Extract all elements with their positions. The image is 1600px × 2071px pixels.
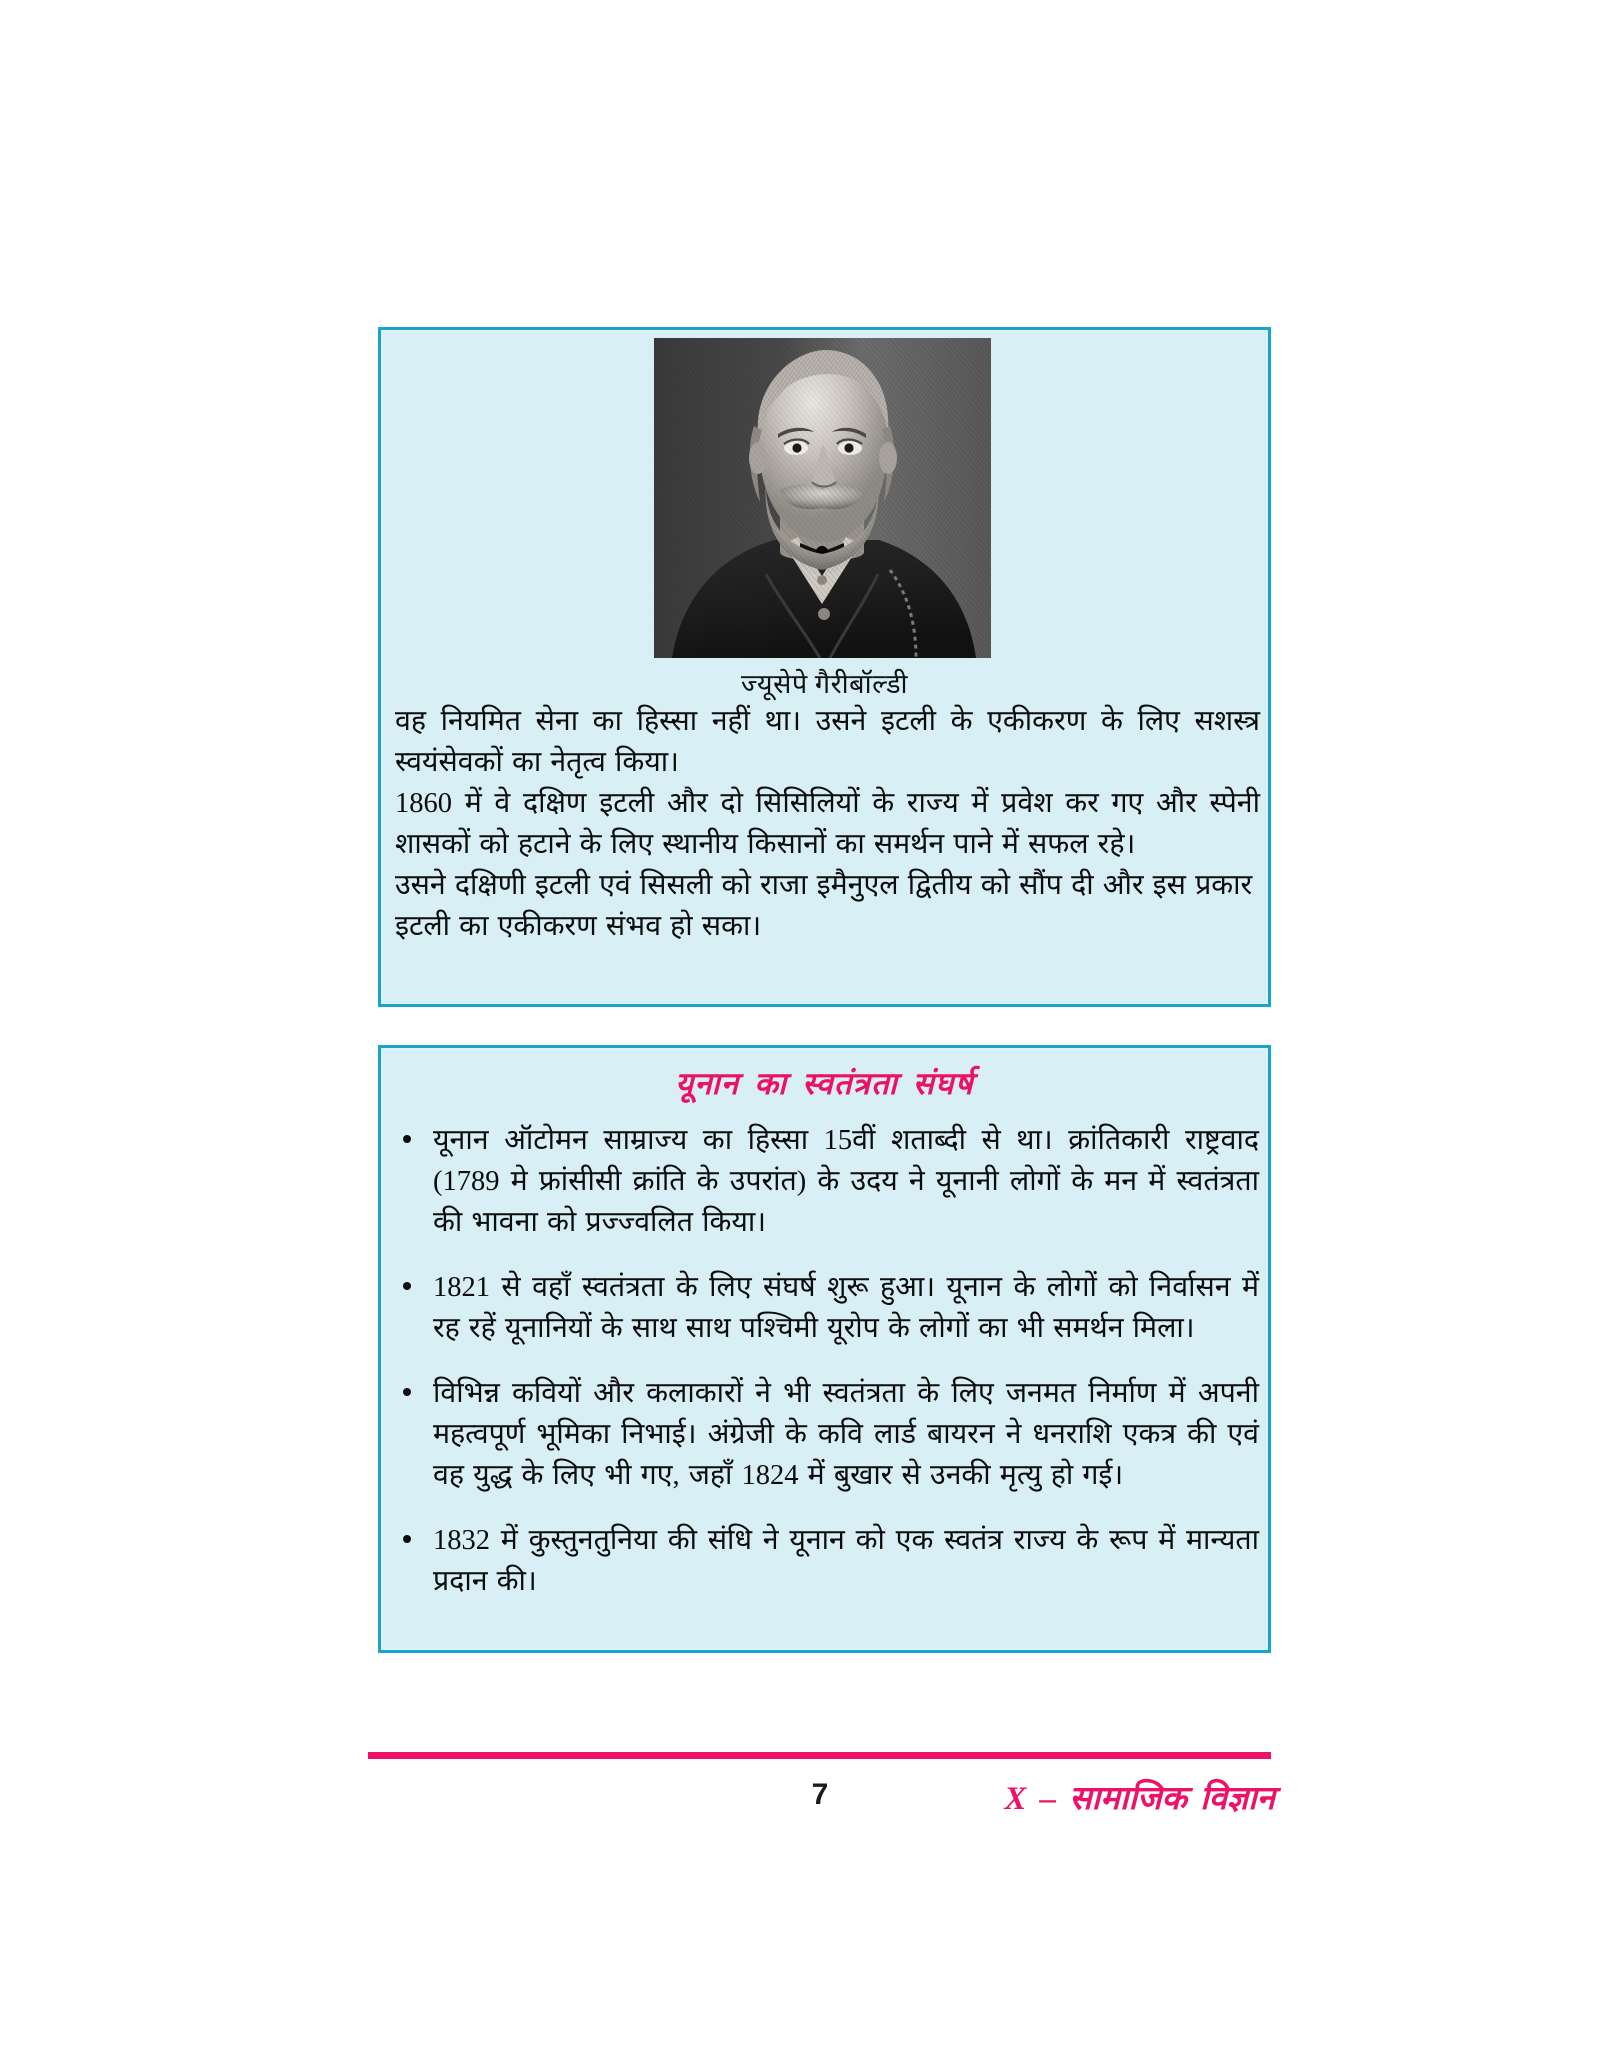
bullet-dot-icon <box>403 1135 411 1143</box>
list-item <box>397 1267 1259 1349</box>
list-item <box>397 1520 1259 1602</box>
greece-independence-info-box <box>378 1045 1271 1653</box>
paragraph: 1860 में वे दक्षिण इटली और दो सिसिलियों के राज्य में प्रवेश कर गए और स्पेनी शासकों को हटाने के लिए स्थानीय किसानों का समर्थन पाने में सफल रहे। <box>395 788 1260 860</box>
footer-subject-label: X – सामाजिक विज्ञान <box>1004 1781 1275 1817</box>
list-item <box>397 1373 1259 1496</box>
portrait-caption: ज्यूसेपे गैरीबॉल्डी <box>740 669 909 699</box>
bullet-dot-icon <box>403 1535 411 1543</box>
paragraph: उसने दक्षिणी इटली एवं सिसली को राजा इमैनुएल द्वितीय को सौंप दी और इस प्रकार इटली का एकीकरण संभव हो सका। <box>395 870 1253 942</box>
garibaldi-info-box <box>378 327 1271 1007</box>
garibaldi-paragraphs <box>395 701 1260 947</box>
paragraph: वह नियमित सेना का हिस्सा नहीं था। उसने इटली के एकीकरण के लिए सशस्त्र स्वयंसेवकों का नेतृत्व किया। <box>395 706 1260 778</box>
list-item-text: यूनान ऑटोमन साम्राज्य का हिस्सा 15वीं शताब्दी से था। क्रांतिकारी राष्ट्रवाद (1789 मे फ्रांसीसी क्रांति के उपरांत) के उदय ने यूनानी लोगों के मन में स्वतंत्रता की भावना को प्रज्ज्वलित किया। <box>433 1125 1259 1238</box>
greece-bullet-list <box>397 1120 1259 1602</box>
bullet-dot-icon <box>403 1388 411 1396</box>
bullet-dot-icon <box>403 1282 411 1290</box>
portrait-engraving-giuseppe-garibaldi <box>654 338 991 658</box>
page-number: 7 <box>811 1778 829 1811</box>
list-item-text: विभिन्न कवियों और कलाकारों ने भी स्वतंत्रता के लिए जनमत निर्माण में अपनी महत्वपूर्ण भूमिका निभाई। अंग्रेजी के कवि लार्ड बायरन ने धनराशि एकत्र की एवं वह युद्ध के लिए भी गए, जहाँ 1824 में बुखार से उनकी मृत्यु हो गई। <box>433 1378 1259 1491</box>
list-item-text: 1821 से वहाँ स्वतंत्रता के लिए संघर्ष शुरू हुआ। यूनान के लोगों को निर्वासन में रह रहें यूनानियों के साथ साथ पश्चिमी यूरोप के लोगों का भी समर्थन मिला। <box>433 1272 1259 1344</box>
footer-divider <box>368 1752 1271 1759</box>
greece-box-heading: यूनान का स्वतंत्रता संघर्ष <box>675 1066 974 1101</box>
list-item-text: 1832 में कुस्तुनतुनिया की संधि ने यूनान को एक स्वतंत्र राज्य के रूप में मान्यता प्रदान की। <box>433 1525 1259 1597</box>
list-item <box>397 1120 1259 1243</box>
